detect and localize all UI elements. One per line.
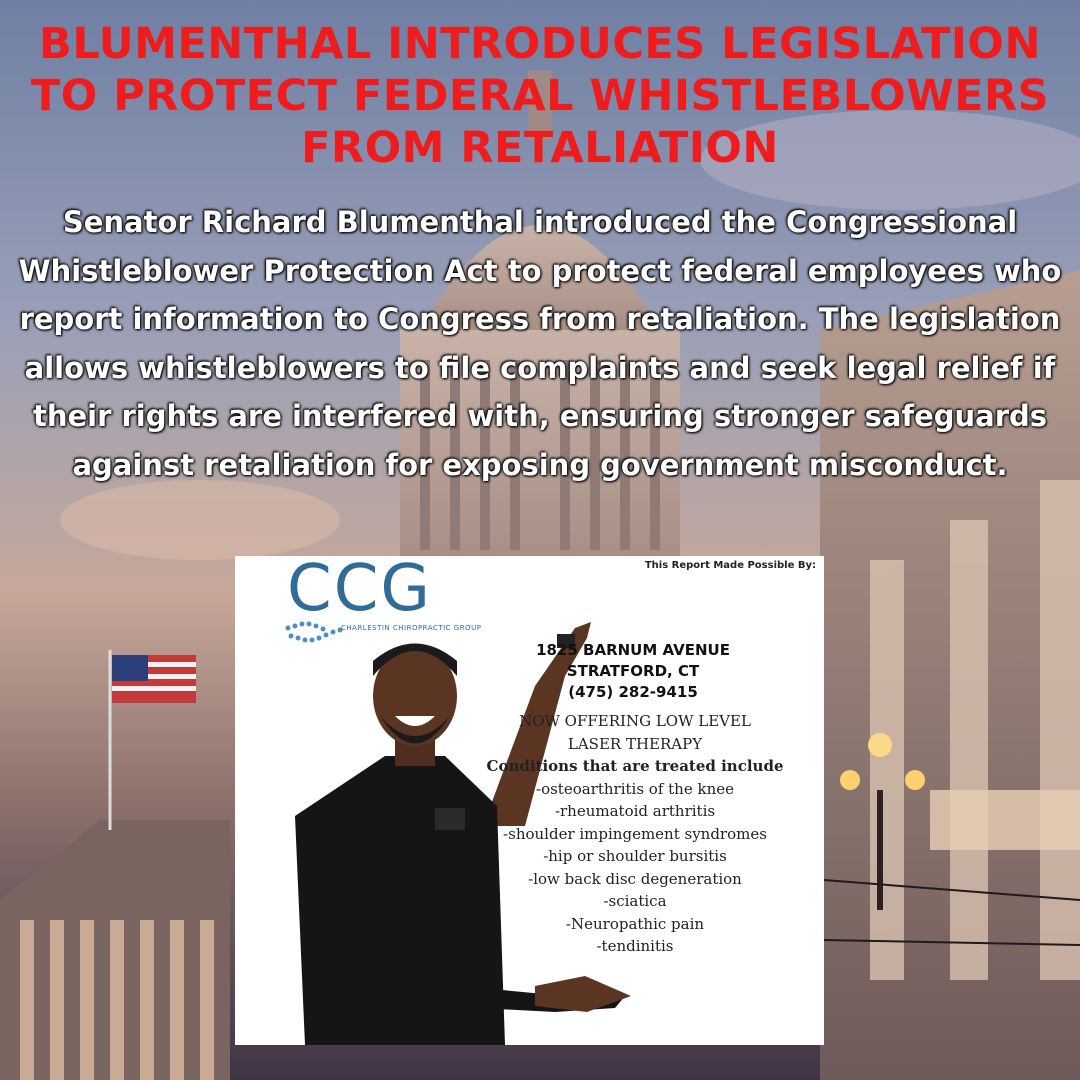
- ccg-logo: [283, 558, 503, 638]
- offer-line-1: NOW OFFERING LOW LEVEL: [519, 712, 751, 730]
- phone-number[interactable]: (475) 282-9415: [568, 683, 698, 701]
- condition-item: -sciatica: [603, 892, 667, 910]
- logo-subtitle: CHARLESTIN CHIROPRACTIC GROUP: [341, 624, 482, 632]
- condition-item: -osteoarthritis of the knee: [536, 779, 734, 798]
- sponsor-ad: [235, 556, 824, 1045]
- condition-item: -low back disc degeneration: [528, 869, 742, 888]
- condition-item: -tendinitis: [596, 937, 674, 955]
- offer-text: [486, 710, 824, 958]
- headline: BLUMENTHAL INTRODUCES LEGISLATION TO PROTECT FEDERAL WHISTLEBLOWERS FROM RETALIATION: [30, 19, 1050, 173]
- address-city: STRATFORD, CT: [566, 662, 700, 680]
- article-summary: Senator Richard Blumenthal introduced the Congressional Whistleblower Protection Act to protect federal employees who report information to Congress from retaliation. The legislation allows whistleblowers to file complaints and seek legal relief if their rights are interfered with, ensuring stronger safeguards against retaliation for exposing government misconduct.: [18, 205, 1062, 482]
- condition-item: -shoulder impingement syndromes: [503, 824, 767, 843]
- sponsor-credit: This Report Made Possible By:: [644, 560, 816, 571]
- condition-item: -rheumatoid arthritis: [554, 802, 716, 820]
- condition-item: -hip or shoulder bursitis: [543, 847, 727, 865]
- address-street: 1825 BARNUM AVENUE: [536, 641, 730, 659]
- offer-line-2: LASER THERAPY: [567, 734, 703, 753]
- logo-wordmark: CCG: [287, 556, 432, 626]
- condition-item: -Neuropathic pain: [565, 914, 705, 933]
- clinic-address: [535, 640, 824, 703]
- conditions-heading: Conditions that are treated include: [486, 757, 784, 775]
